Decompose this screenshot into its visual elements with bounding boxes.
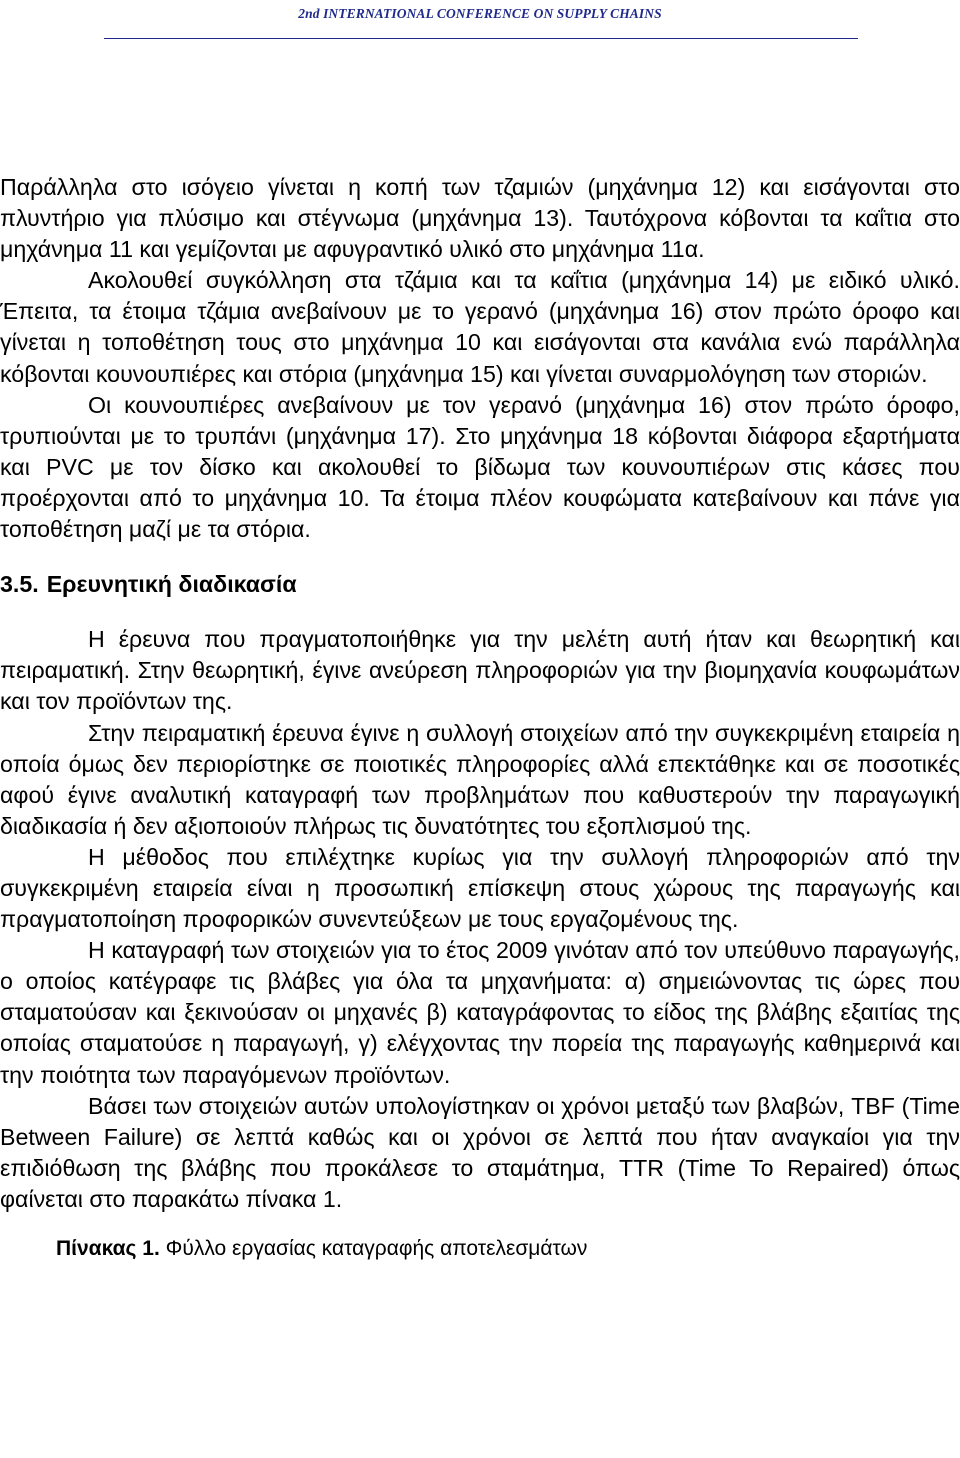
header-divider (104, 38, 858, 39)
body-paragraph: Η έρευνα που πραγματοποιήθηκε για την μελέτη αυτή ήταν και θεωρητική και πειραματική. Στην θεωρητική, έγινε ανεύρεση πληροφοριών για την βιομηχανία κουφωμάτων και τον προϊόντων της. (0, 626, 960, 715)
section-number: 3.5. (0, 571, 39, 598)
body-paragraph: Η μέθοδος που επιλέχτηκε κυρίως για την συλλογή πληροφοριών από την συγκεκριμένη εταιρεία είναι η προσωπική επίσκεψη στους χώρους της παραγωγής και πραγματοποίηση προφορικών συνεντεύξεων με τους εργαζομένους της. (0, 843, 960, 933)
section-title: Ερευνητική διαδικασία (46, 571, 297, 598)
body-paragraph: Ακολουθεί συγκόλληση στα τζάμια και τα καΐτια (μηχάνημα 14) με ειδικό υλικό. Έπειτα, τα έτοιμα τζάμια ανεβαίνουν με το γερανό (μηχάνημα 16) στον πρώτο όροφο και γίνεται η τοποθέτηση τους στο μηχάνημα 10 και εισάγονται στα κανάλια ενώ παράλληλα κόβονται κουνουπιέρες και στόρια (μηχάνημα 15) και γίνεται συναρμολόγηση των στοριών. (0, 267, 960, 387)
running-header: 2nd INTERNATIONAL CONFERENCE ON SUPPLY CHAINS (298, 6, 662, 21)
table-caption-text: Φύλλο εργασίας καταγραφής αποτελεσμάτων (165, 1237, 588, 1260)
body-paragraph: Παράλληλα στο ισόγειο γίνεται η κοπή των τζαμιών (μηχάνημα 12) και εισάγονται στο πλυντήριο για πλύσιμο και στέγνωμα (μηχάνημα 13). Ταυτόχρονα κόβονται τα καΐτια στο μηχάνημα 11 και γεμίζονται με αφυγραντικό υλικό στο μηχάνημα 11α. (0, 174, 960, 263)
body-paragraph: Βάσει των στοιχειών αυτών υπολογίστηκαν οι χρόνοι μεταξύ των βλαβών, TBF (Time Between Failure) σε λεπτά καθώς και οι χρόνοι σε λεπτά που ήταν αναγκαίοι για την επιδιόθωση της βλάβης που προκάλεσε το σταμάτημα, TTR (Time To Repaired) όπως φαίνεται στο παρακάτω πίνακα 1. (0, 1092, 960, 1212)
table-caption-label: Πίνακας 1. (56, 1237, 160, 1260)
body-paragraph: Στην πειραματική έρευνα έγινε η συλλογή στοιχείων από την συγκεκριμένη εταιρεία η οποία όμως δεν περιορίστηκε σε ποιοτικές πληροφορίες αλλά επεκτάθηκε και σε ποσοτικές αφού έγινε αναλυτική καταγραφή των προβλημάτων που καθυστερούν την παραγωγική διαδικασία ή δεν αξιοποιούν πλήρως τις δυνατότητες του εξοπλισμού της. (0, 719, 960, 839)
section-heading (0, 569, 960, 600)
body-paragraph: Η καταγραφή των στοιχειών για το έτος 2009 γινόταν από τον υπεύθυνο παραγωγής, ο οποίος κατέγραφε τις βλάβες για όλα τα μηχανήματα: α) σημειώνοντας τις ώρες που σταματούσαν και ξεκινούσαν οι μηχανές β) καταγράφοντας το είδος της βλάβης εξαιτίας της οποίας σταματούσε η παραγωγή, γ) ελέγχοντας την πορεία της παραγωγής καθημερινά και την ποιότητα των παραγόμενων προϊόντων. (0, 937, 960, 1088)
body-paragraph: Οι κουνουπιέρες ανεβαίνουν με τον γερανό (μηχάνημα 16) στον πρώτο όροφο, τρυπιούνται με το τρυπάνι (μηχάνημα 17). Στο μηχάνημα 18 κόβονται διάφορα εξαρτήματα και PVC με τον δίσκο και ακολουθεί το βίδωμα των κουνουπιέρων στις κάσες που προέρχονται από το μηχάνημα 10. Τα έτοιμα πλέον κουφώματα κατεβαίνουν και πάνε για τοποθέτηση μαζί με τα στόρια. (0, 391, 960, 543)
table-caption (56, 1235, 960, 1263)
page-body (0, 172, 960, 1263)
